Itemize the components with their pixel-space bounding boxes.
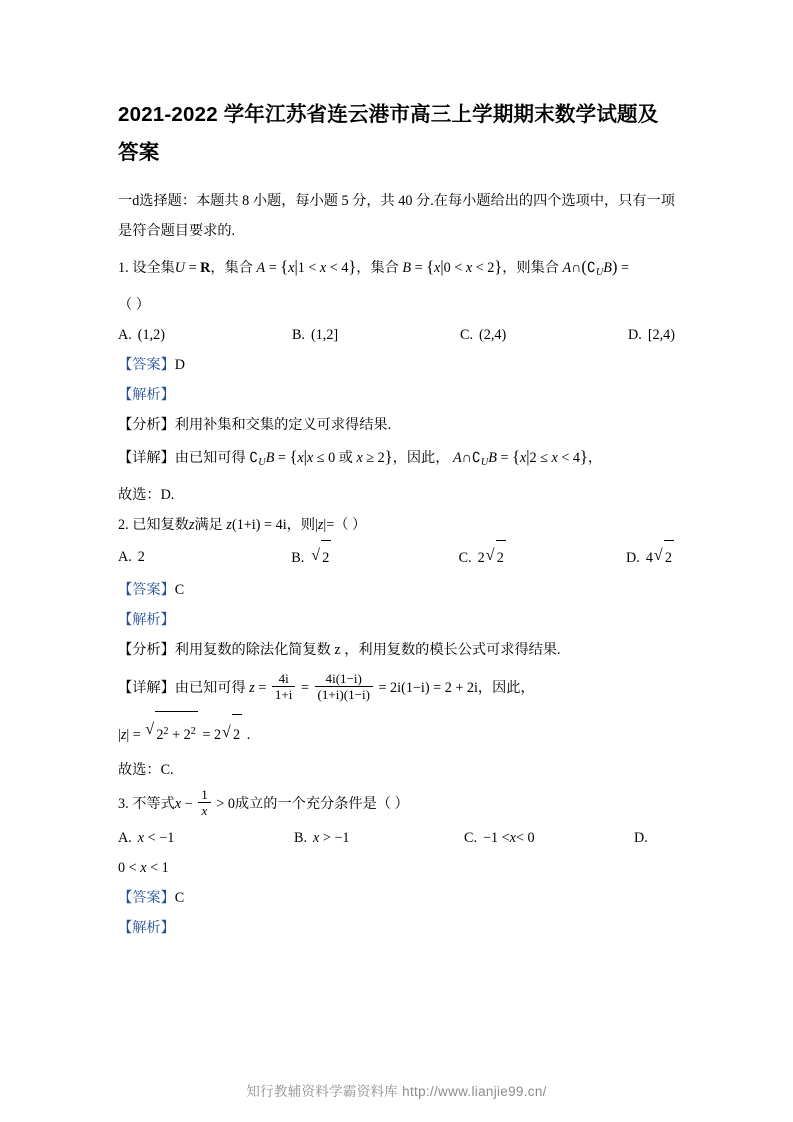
q3-text-2: 成立的一个充分条件是（ ）: [234, 795, 409, 812]
question-2-conclusion: 故选：C.: [118, 761, 174, 778]
sqrt-icon: √ $2^2 + 2^2$: [145, 711, 198, 755]
question-2-answer: [118, 575, 675, 605]
q2-xiangjie-text-2: ，因此，: [477, 679, 535, 696]
sqrt-icon: √ 2: [222, 714, 242, 755]
q1-xiangjie-text-1: 由已知可得: [174, 449, 246, 466]
q1-option-b[interactable]: B. (1,2]: [291, 326, 339, 343]
q1-xiangjie-math-2: $A\cap∁_UB = \{x|2 \le x < 4\}$: [452, 446, 588, 468]
q1-option-a[interactable]: A. ( 1,2 ): [118, 326, 165, 343]
q2-option-a[interactable]: A. 2: [118, 548, 145, 565]
q2-answer-value: C: [174, 581, 185, 598]
question-2-fenxi: [118, 635, 675, 665]
question-3-number: 3.: [118, 795, 129, 812]
q1-answer-tag: 【答案】: [118, 356, 175, 373]
question-2-options: [118, 540, 675, 575]
q3-option-d-label[interactable]: D.: [634, 829, 648, 846]
q1-xiangjie-text-3: ，: [587, 449, 603, 466]
q2-xiangjie-tag: 【详解】: [118, 679, 175, 696]
q1-option-d[interactable]: D. [2,4): [628, 326, 675, 343]
q2-expr: z(1+i) = 4i: [226, 516, 287, 533]
q1-text-3: ，集合: [356, 260, 399, 276]
q1-text-1: 设全集: [132, 260, 175, 276]
q1-xiangjie-tag: 【详解】: [118, 449, 175, 466]
q2-option-c[interactable]: C. 2 √ 2: [459, 540, 626, 575]
q3-option-c[interactable]: C. −1 < x < 0: [464, 829, 535, 846]
q1-fenxi-text: 利用补集和交集的定义可求得结果.: [174, 416, 392, 433]
question-2-stem: 2. 已知复数z满足 z(1+i) = 4i，则|z|=（ ）: [118, 510, 675, 540]
question-3-answer: [118, 883, 675, 913]
q3-option-b[interactable]: B. x > −1: [294, 829, 350, 846]
q2-option-d[interactable]: D. 4 √ 2: [626, 540, 675, 575]
q2-text-4: =（ ）: [326, 516, 367, 533]
section-text: 本题共 8 小题，每小题 5 分，共 40 分.在每小题给出的四个选项中，只有一项是符合题目要求的.: [118, 193, 675, 239]
question-2-xiangjie: [118, 665, 675, 711]
sqrt-icon: √ 2: [311, 540, 331, 575]
q2-answer-tag: 【答案】: [118, 581, 175, 598]
question-2-analysis-tag: 【解析】: [118, 611, 175, 628]
question-1-fenxi: [118, 410, 675, 440]
q1-expr: $A\cap(∁_UB)$ =: [562, 257, 629, 278]
question-3-analysis-tag: 【解析】: [118, 919, 175, 936]
question-1-analysis-tag: 【解析】: [118, 386, 175, 403]
q1-option-c[interactable]: C. (2,4): [459, 326, 507, 343]
question-1-number: 1.: [118, 260, 129, 276]
q2-xiangjie-math-1: z = $\frac{4i}{1+i}$ = $\frac{4i(1-i)}{(1+i)(1-i)}$ = 2i(1−i) = 2 + 2i: [249, 670, 478, 702]
page-title: 2021-2022 学年江苏省连云港市高三上学期期末数学试题及答案: [118, 103, 659, 164]
q1-set-b: B = {x|0 < x < 2}: [402, 257, 503, 276]
q3-option-a[interactable]: A. x < −1: [118, 829, 175, 846]
section-label: 一d选择题：: [118, 193, 197, 209]
q1-set-a: A = {x|1 < x < 4}: [256, 257, 357, 276]
q1-xiangjie-text-2: ，因此，: [392, 449, 450, 466]
q2-fenxi-text: 利用复数的除法化简复数 z ，利用复数的模长公式可求得结果.: [174, 641, 561, 658]
question-1-answer: [118, 350, 675, 380]
q2-option-b[interactable]: B. √ 2: [291, 540, 458, 575]
question-3-stem: [118, 785, 675, 823]
q3-option-d-value[interactable]: 0 < x < 1: [118, 859, 169, 876]
q3-text-1: 不等式: [132, 795, 175, 812]
sqrt-icon: √ 2: [654, 540, 674, 575]
question-1-conclusion: 故选：D.: [118, 486, 175, 503]
watermark: 知行教辅资料学霸资料库 http://www.lianjie99.cn/: [246, 1084, 547, 1099]
question-1-stem-cont: （ ）: [118, 296, 150, 313]
question-2-xiangjie-math-2: |z| = √ $2^2 + 2^2 = 2$ √ 2 .: [118, 711, 675, 755]
section-intro: [118, 186, 675, 246]
q1-text-2: ，集合: [210, 260, 253, 276]
q1-text-4: ，则集合: [502, 260, 559, 276]
q1-fenxi-tag: 【分析】: [118, 416, 175, 433]
question-3-options: [118, 823, 675, 853]
sqrt-icon: √ 2: [486, 540, 506, 575]
question-1-xiangjie: [118, 440, 675, 480]
question-1-stem: 1. 设全集U = R，集合 A = {x|1 < x < 4}，集合 B = {x|0 < x < 2}，则集合 $A\cap(∁_UB)$ =: [118, 250, 675, 290]
q2-text-3: ，则: [286, 516, 316, 533]
q2-fenxi-tag: 【分析】: [118, 641, 175, 658]
q3-answer-value: C: [174, 889, 185, 906]
q3-answer-tag: 【答案】: [118, 889, 175, 906]
question-2-number: 2.: [118, 516, 129, 533]
q1-xiangjie-math-1: $∁_UB = \{x|x \le 0$ 或 x ≥ 2}: [249, 446, 393, 468]
q3-expr: x − $\frac{1}{x}$ > 0: [174, 787, 235, 819]
q2-xiangjie-text-1: 由已知可得: [174, 679, 246, 696]
q1-answer-value: D: [174, 356, 186, 373]
q2-text-2: 满足: [194, 516, 223, 533]
question-1-options: [118, 320, 675, 350]
q2-text-1: 已知复数: [132, 516, 189, 533]
